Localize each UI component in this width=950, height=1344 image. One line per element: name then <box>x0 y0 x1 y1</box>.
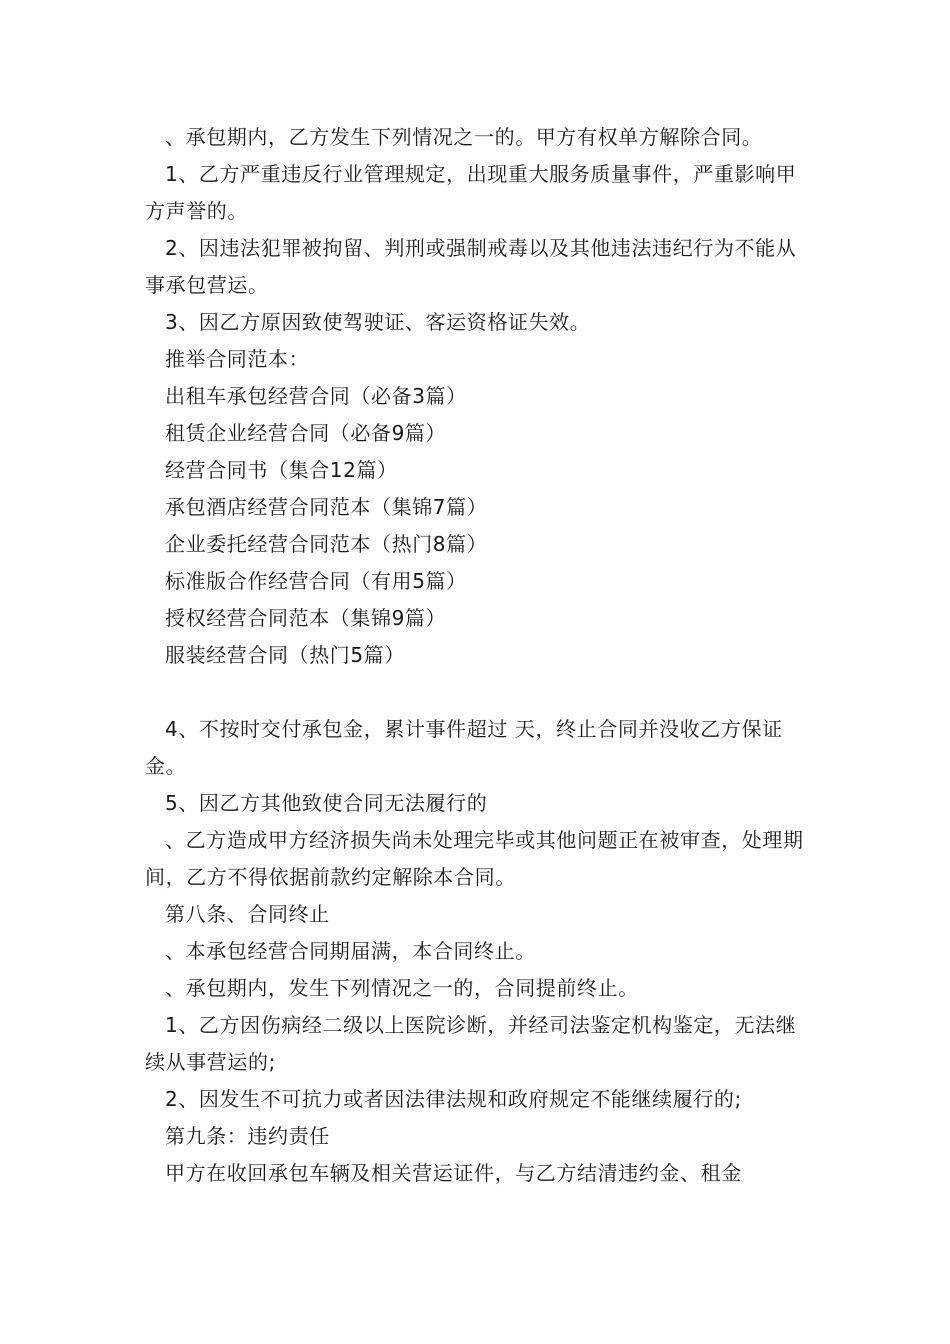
clause-item-4: 4、不按时交付承包金，累计事件超过 天，终止合同并没收乙方保证金。 <box>145 717 783 778</box>
clause-item-1: 1、乙方严重违反行业管理规定，出现重大服务质量事件，严重影响甲方声誉的。 <box>145 162 797 223</box>
clause-item-3: 3、因乙方原因致使驾驶证、客运资格证失效。 <box>165 310 591 334</box>
recommend-link-6[interactable]: 标准版合作经营合同（有用5篇） <box>165 569 467 593</box>
clause-under-review: 、乙方造成甲方经济损失尚未处理完毕或其他问题正在被审查，处理期间，乙方不得依据前款约定解除本合同。 <box>145 828 804 889</box>
article-9-heading: 第九条：违约责任 <box>165 1124 330 1148</box>
recommend-link-7[interactable]: 授权经营合同范本（集锦9篇） <box>165 606 447 630</box>
recommend-link-5[interactable]: 企业委托经营合同范本（热门8篇） <box>165 532 488 556</box>
clause-liability: 甲方在收回承包车辆及相关营运证件，与乙方结清违约金、租金 <box>165 1161 742 1185</box>
recommend-link-2[interactable]: 租赁企业经营合同（必备9篇） <box>165 421 447 445</box>
clause-item-5: 5、因乙方其他致使合同无法履行的 <box>165 791 488 815</box>
clause-term-expiry: 、本承包经营合同期届满，本合同终止。 <box>165 939 536 963</box>
recommend-link-1[interactable]: 出租车承包经营合同（必备3篇） <box>165 384 467 408</box>
clause-item-2: 2、因违法犯罪被拘留、判刑或强制戒毒以及其他违法违纪行为不能从事承包营运。 <box>145 236 797 297</box>
recommend-heading: 推举合同范本： <box>165 347 310 371</box>
clause-early-item-2: 2、因发生不可抗力或者因法律法规和政府规定不能继续履行的; <box>165 1087 742 1111</box>
blank-line <box>145 674 810 711</box>
recommend-link-3[interactable]: 经营合同书（集合12篇） <box>165 458 398 482</box>
recommend-link-4[interactable]: 承包酒店经营合同范本（集锦7篇） <box>165 495 488 519</box>
document-body <box>145 119 810 1192</box>
article-8-heading: 第八条、合同终止 <box>165 902 330 926</box>
clause-unilateral-termination: 、承包期内，乙方发生下列情况之一的。甲方有权单方解除合同。 <box>165 125 763 149</box>
clause-early-termination: 、承包期内，发生下列情况之一的，合同提前终止。 <box>165 976 639 1000</box>
clause-early-item-1: 1、乙方因伤病经二级以上医院诊断，并经司法鉴定机构鉴定，无法继续从事营运的; <box>145 1013 797 1074</box>
recommend-link-8[interactable]: 服装经营合同（热门5篇） <box>165 643 405 667</box>
